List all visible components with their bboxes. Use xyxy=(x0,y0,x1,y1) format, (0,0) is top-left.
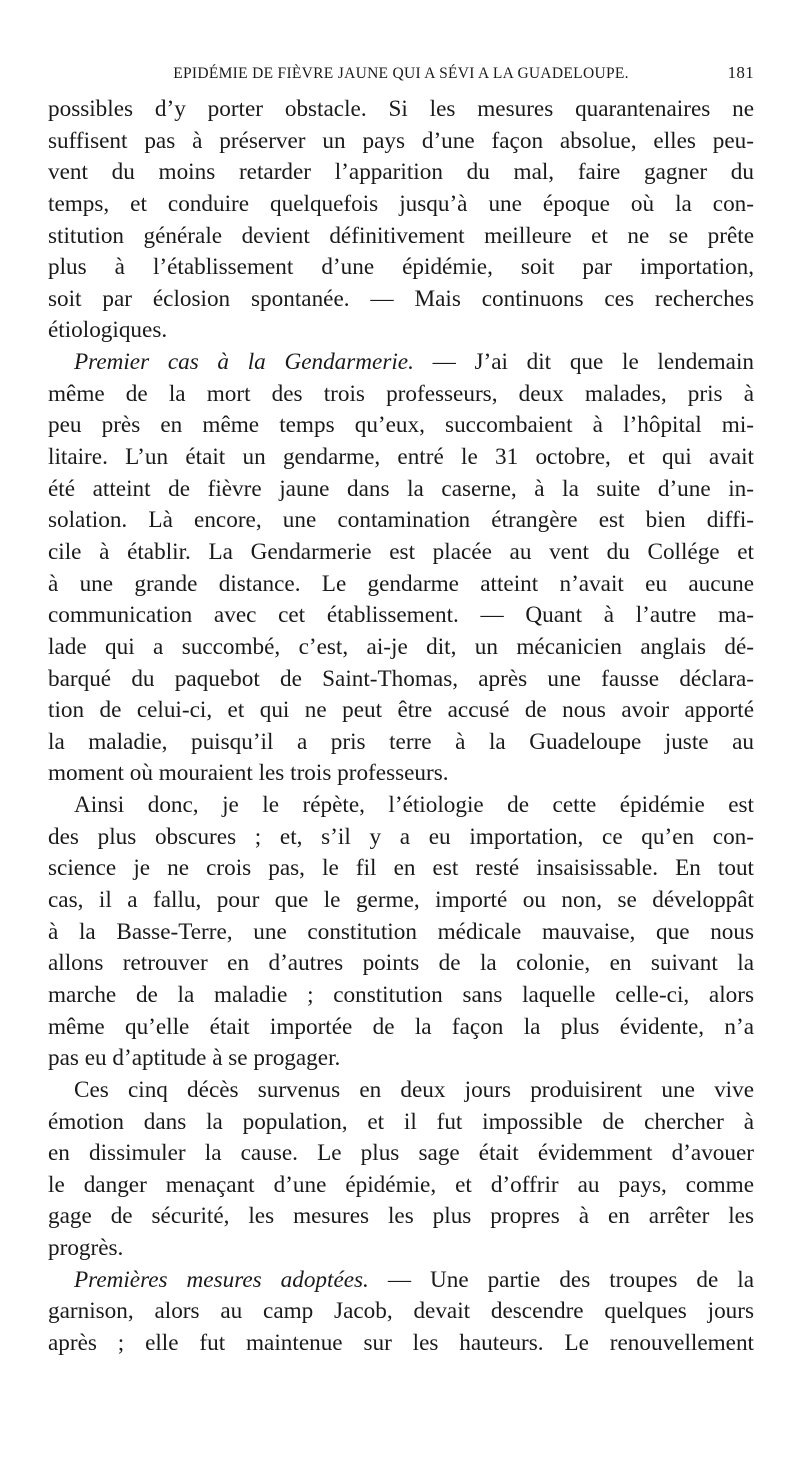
paragraph-1 xyxy=(48,94,754,347)
text-line: tion de celui-ci, et qui ne peut être accusé de nous avoir apporté xyxy=(48,697,754,724)
text-line: le danger menaçant d’une épidémie, et d’offrir au pays, comme xyxy=(48,1171,754,1198)
text-line: lade qui a succombé, c’est, ai-je dit, un mécanicien anglais dé- xyxy=(48,633,754,660)
text-line: temps, et conduire quelquefois jusqu’à une époque où la con- xyxy=(48,190,754,217)
body-text xyxy=(48,94,754,1360)
text-line: étiologiques. xyxy=(48,317,168,344)
text-line: été atteint de fièvre jaune dans la caserne, à la suite d’une in- xyxy=(48,475,754,502)
text-run: — Une partie des troupes de la xyxy=(368,1266,754,1293)
text-line: soit par éclosion spontanée. — Mais continuons ces recherches xyxy=(48,285,754,312)
text-line xyxy=(48,1265,754,1297)
text-line: garnison, alors au camp Jacob, devait descendre quelques jours xyxy=(48,1298,754,1325)
text-line: moment où mouraient les trois professeurs. xyxy=(48,760,449,787)
text-line: même de la mort des trois professeurs, deux malades, pris à xyxy=(48,380,754,407)
text-line: Ces cinq décès survenus en deux jours produisirent une vive xyxy=(74,1076,754,1103)
text-line: possibles d’y porter obstacle. Si les mesures quarantenaires ne xyxy=(48,96,754,122)
text-line: plus à l’établissement d’une épidémie, soit par importation, xyxy=(48,254,754,281)
text-line: à une grande distance. Le gendarme atteint n’avait eu aucune xyxy=(48,570,754,597)
text-line: après ; elle fut maintenue sur les hauteurs. Le renouvellement xyxy=(48,1329,754,1356)
paragraph-3 xyxy=(48,790,754,1075)
text-line: litaire. L’un était un gendarme, entré le 31 octobre, et qui avait xyxy=(48,444,754,471)
text-line: suffisent pas à préserver un pays d’une façon absolue, elles peu- xyxy=(48,127,754,154)
text-line: gage de sécurité, les mesures les plus propres à en arrêter les xyxy=(48,1203,754,1230)
text-line: Ainsi donc, je le répète, l’étiologie de cette épidémie est xyxy=(74,792,754,819)
text-line xyxy=(48,347,754,379)
section-heading: Premières mesures adoptées. xyxy=(74,1266,369,1293)
text-line: la maladie, puisqu’il a pris terre à la Guadeloupe juste au xyxy=(48,728,754,755)
text-line: à la Basse-Terre, une constitution médicale mauvaise, que nous xyxy=(48,918,754,945)
paragraph-2 xyxy=(48,347,754,790)
text-line: science je ne crois pas, le fil en est resté insaisissable. En tout xyxy=(48,855,754,882)
text-line: cile à établir. La Gendarmerie est placée au vent du Collége et xyxy=(48,538,754,565)
text-line: communication avec cet établissement. — Quant à l’autre ma- xyxy=(48,602,754,629)
text-line: stitution générale devient définitivement meilleure et ne se prête xyxy=(48,222,754,249)
text-line: progrès. xyxy=(48,1235,124,1262)
text-line: en dissimuler la cause. Le plus sage était évidemment d’avouer xyxy=(48,1140,754,1167)
book-page xyxy=(48,58,754,1360)
running-head-title: EPIDÉMIE DE FIÈVRE JAUNE QUI A SÉVI A LA GUADELOUPE. xyxy=(173,65,629,82)
section-heading: Premier cas à la Gendarmerie. xyxy=(74,349,414,376)
page-number: 181 xyxy=(727,63,754,82)
text-line: même qu’elle était importée de la façon la plus évidente, n’a xyxy=(48,1013,754,1040)
text-line: des plus obscures ; et, s’il y a eu importation, ce qu’en con- xyxy=(48,823,754,850)
paragraph-5 xyxy=(48,1265,754,1360)
running-head xyxy=(48,58,754,88)
text-line: barqué du paquebot de Saint-Thomas, après une fausse déclara- xyxy=(48,665,754,692)
text-line: marche de la maladie ; constitution sans laquelle celle-ci, alors xyxy=(48,981,754,1008)
text-line: peu près en même temps qu’eux, succombaient à l’hôpital mi- xyxy=(48,412,754,439)
text-line: solation. Là encore, une contamination étrangère est bien diffi- xyxy=(48,507,754,534)
text-line: cas, il a fallu, pour que le germe, importé ou non, se développât xyxy=(48,887,754,914)
text-line: vent du moins retarder l’apparition du mal, faire gagner du xyxy=(48,159,754,186)
paragraph-4 xyxy=(48,1075,754,1265)
text-line: émotion dans la population, et il fut impossible de chercher à xyxy=(48,1108,754,1135)
text-run: — J’ai dit que le lendemain xyxy=(413,349,755,376)
text-line: allons retrouver en d’autres points de la colonie, en suivant la xyxy=(48,950,754,977)
text-line: pas eu d’aptitude à se progager. xyxy=(48,1045,341,1072)
